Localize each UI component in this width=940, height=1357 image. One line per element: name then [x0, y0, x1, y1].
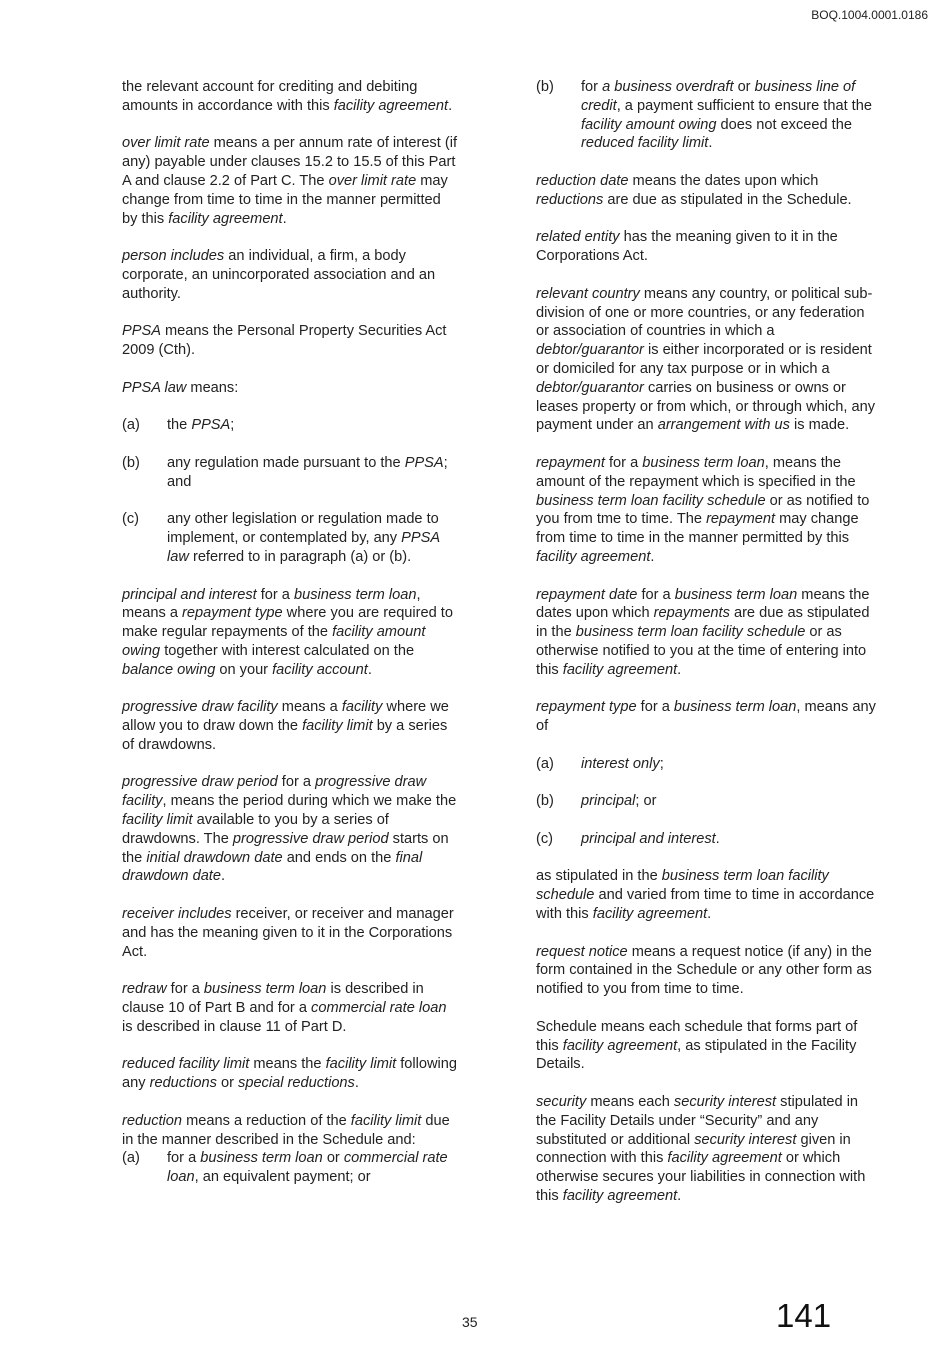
list-item-label: (a) [536, 755, 554, 772]
list-item [122, 454, 460, 492]
list-item [122, 416, 460, 435]
list-item-label: (a) [122, 417, 140, 434]
list-item-label: (b) [536, 793, 554, 810]
list-item-label: (c) [122, 511, 140, 528]
list-item-label: (a) [122, 1150, 140, 1167]
definition-paragraph: related entity has the meaning given to it in the Corporations Act. [536, 229, 838, 265]
definition-paragraph: request notice means a request notice (if any) in the form contained in the Schedule or any other form as notified to you from time to time. [536, 943, 872, 998]
definition-paragraph: progressive draw facility means a facility where we allow you to draw down the facility limit by a series of drawdowns. [122, 699, 449, 753]
list-item-text: for a business term loan or commercial rate loan, an equivalent payment; or [167, 1150, 448, 1186]
definition-paragraph: PPSA law means: [122, 379, 239, 396]
definition-paragraph: reduction date means the dates upon which reductions are due as stipulated in the Schedule. [536, 172, 852, 208]
list-item-label: (c) [536, 830, 554, 847]
list-item [536, 78, 876, 153]
definition-paragraph: progressive draw period for a progressive draw facility, means the period during which we make the facility limit available to you by a series of drawdowns. The progressive draw period starts on the initial drawdown date and ends on the final drawdown date. [122, 774, 457, 885]
document-id: BOQ.1004.0001.0186 [811, 8, 928, 22]
list-item-label: (b) [122, 454, 140, 471]
page-number: 35 [462, 1314, 478, 1330]
definition-paragraph: relevant country means any country, or political sub-division of one or more countries, or any federation or association of countries in which a debtor/guarantor is either incorporated or is resident or domiciled for any tax purpose or in which a debtor/guarantor carries on business or owns or leases property or from which, or through which, any payment under an arrangement with us is made. [536, 285, 876, 434]
list-item-label: (b) [536, 79, 554, 95]
definition-paragraph: PPSA means the Personal Property Securities Act 2009 (Cth). [122, 323, 447, 359]
definition-paragraph: as stipulated in the business term loan facility schedule and varied from time to time in accordance with this facility agreement. [536, 868, 875, 923]
definition-paragraph: security means each security interest stipulated in the Facility Details under “Security” and any substituted or additional security interest given in connection with this facility agreement or which otherwise secures your liabilities in connection with this facility agreement. [536, 1094, 866, 1205]
list-item-text: any other legislation or regulation made to implement, or contemplated by, any PPSA law referred to in paragraph (a) or (b). [167, 511, 440, 565]
definition-paragraph: reduced facility limit means the facility limit following any reductions or special reductions. [122, 1056, 457, 1092]
list-item-text: for a business overdraft or business line of credit, a payment sufficient to ensure that the facility amount owing does not exceed the reduced facility limit. [581, 79, 872, 152]
list-item-text: principal and interest. [581, 830, 720, 847]
list-item-text: the PPSA; [167, 417, 235, 434]
definition-paragraph: over limit rate means a per annum rate of interest (if any) payable under clauses 15.2 to 15.5 of this Part A and clause 2.2 of Part C. The over limit rate may change from time to time in the manner permitted by this facility agreement. [122, 135, 457, 227]
definition-paragraph: Schedule means each schedule that forms part of this facility agreement, as stipulated in the Facility Details. [536, 1018, 858, 1073]
list-item [536, 755, 876, 774]
list-item-text: interest only; [581, 755, 664, 772]
definition-paragraph: receiver includes receiver, or receiver and manager and has the meaning given to it in the Corporations Act. [122, 906, 454, 960]
right-column [536, 78, 876, 1225]
list-item-text: any regulation made pursuant to the PPSA; and [167, 454, 448, 490]
list-item [536, 830, 876, 849]
definition-paragraph: repayment date for a business term loan means the dates upon which repayments are due as stipulated in the business term loan facility schedule or as otherwise notified to you at the time of entering into this facility agreement. [536, 586, 870, 678]
bates-number: 141 [776, 1297, 832, 1334]
definition-paragraph: person includes an individual, a firm, a body corporate, an unincorporated association and an authority. [122, 248, 436, 302]
list-item [122, 1149, 460, 1187]
definition-paragraph: the relevant account for crediting and debiting amounts in accordance with this facility agreement. [122, 79, 453, 114]
list-item [536, 792, 876, 811]
definition-paragraph: repayment for a business term loan, means the amount of the repayment which is specified in the business term loan facility schedule or as notified to you from tme to time. The repayment may change from time to time in the manner permitted by this facility agreement. [536, 454, 870, 565]
list-item [122, 510, 460, 566]
definition-paragraph: redraw for a business term loan is described in clause 10 of Part B and for a commercial rate loan is described in clause 11 of Part D. [122, 981, 447, 1035]
definition-paragraph: reduction means a reduction of the facility limit due in the manner described in the Schedule and: [122, 1112, 450, 1148]
left-column [122, 78, 460, 1206]
list-item-text: principal; or [581, 793, 657, 810]
definition-paragraph: repayment type for a business term loan, means any of [536, 699, 876, 735]
definition-paragraph: principal and interest for a business term loan, means a repayment type where you are required to make regular repayments of the facility amount owing together with interest calculated on the balance owing on your facility account. [122, 586, 453, 678]
